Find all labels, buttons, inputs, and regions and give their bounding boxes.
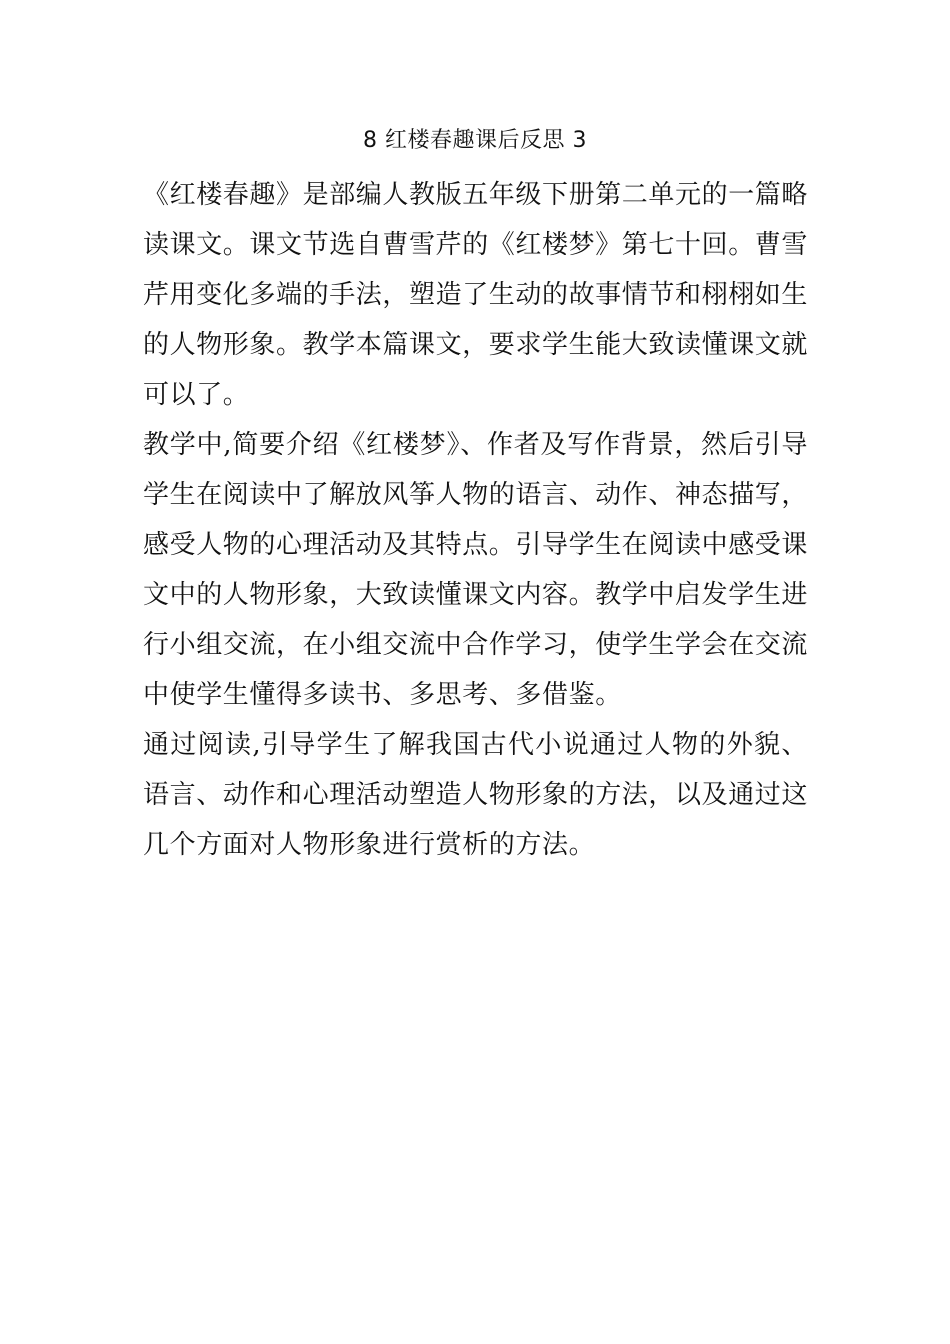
document-body [143, 170, 808, 870]
paragraph-3: 通过阅读,引导学生了解我国古代小说通过人物的外貌、语言、动作和心理活动塑造人物形象的方法，以及通过这几个方面对人物形象进行赏析的方法。 [143, 730, 809, 860]
paragraph-1: 《红楼春趣》是部编人教版五年级下册第二单元的一篇略读课文。课文节选自曹雪芹的《红楼梦》第七十回。曹雪芹用变化多端的手法，塑造了生动的故事情节和栩栩如生的人物形象。教学本篇课文，要求学生能大致读懂课文就可以了。 [143, 180, 809, 410]
document-title: 8 红楼春趣课后反思 3 [363, 128, 587, 153]
paragraph-2: 教学中,简要介绍《红楼梦》、作者及写作背景，然后引导学生在阅读中了解放风筝人物的语言、动作、神态描写，感受人物的心理活动及其特点。引导学生在阅读中感受课文中的人物形象，大致读懂课文内容。教学中启发学生进行小组交流，在小组交流中合作学习，使学生学会在交流中使学生懂得多读书、多思考、多借鉴。 [143, 430, 809, 710]
